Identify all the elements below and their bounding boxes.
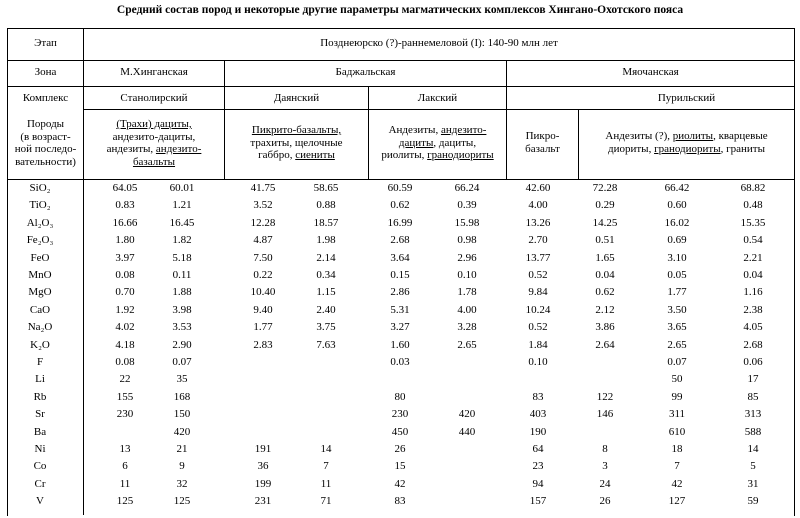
table-cell: 3.28 <box>457 321 477 334</box>
table-cell: 2.86 <box>390 286 410 299</box>
complex-puril: Пурильский <box>657 92 716 104</box>
table-cell: 7 <box>323 460 329 473</box>
kompleks-label: Комплекс <box>22 92 69 104</box>
table-cell: 420 <box>173 425 191 438</box>
table-cell: 1.80 <box>115 234 135 247</box>
table-cell: 2.38 <box>743 303 763 316</box>
table-cell: 36 <box>257 460 269 473</box>
table-cell: 0.22 <box>253 269 273 281</box>
row-label: Co <box>33 460 47 473</box>
rock-text: риолиты, <box>381 149 428 161</box>
table-cell: 13 <box>119 443 131 455</box>
table-cell: 4.00 <box>528 199 548 212</box>
table-cell: 2.40 <box>316 303 336 316</box>
rock-name-underlined: базальты <box>132 155 176 168</box>
table-cell: 150 <box>173 408 191 421</box>
table-cell: 11 <box>119 477 131 490</box>
table-cell: 610 <box>668 425 686 438</box>
table-cell: 4.05 <box>743 321 763 334</box>
rule-header-bottom <box>7 179 794 180</box>
table-cell: 0.04 <box>743 269 763 281</box>
table-cell: 60.01 <box>169 182 195 194</box>
table-cell: 13.26 <box>525 216 551 229</box>
rock-text: , дациты, <box>433 136 477 149</box>
table-cell: 420 <box>458 408 476 421</box>
table-cell: 0.08 <box>115 269 135 281</box>
table-cell: 199 <box>254 477 272 490</box>
rock-text: андезиты, <box>106 143 156 155</box>
table-cell: 3.53 <box>172 321 192 334</box>
table-cell: 66.42 <box>664 182 690 194</box>
table-cell: 64.05 <box>112 182 138 194</box>
row-label: Al₂O₃ <box>26 216 54 229</box>
table-cell: 0.07 <box>172 356 192 368</box>
table-cell: 2.68 <box>390 234 410 247</box>
rocks-pikro <box>507 130 578 155</box>
row-label: SiO₂ <box>29 182 51 194</box>
table-cell: 2.65 <box>667 338 687 351</box>
table-cell: 99 <box>671 390 683 403</box>
table-cell: 0.10 <box>457 269 477 281</box>
table-cell: 3.86 <box>595 321 615 334</box>
table-cell: 50 <box>671 373 683 386</box>
rock-line <box>369 137 506 150</box>
table-cell: 450 <box>391 425 409 438</box>
table-cell: 157 <box>529 495 547 508</box>
table-cell: 14 <box>747 443 759 455</box>
table-cell: 0.83 <box>115 199 135 212</box>
zone-myaochan: Мяочанская <box>622 66 679 78</box>
table-cell: 15.35 <box>740 216 766 229</box>
table-cell: 2.65 <box>457 338 477 351</box>
rock-line <box>507 143 578 156</box>
table-cell: 26 <box>599 495 611 508</box>
complex-dayan: Даянский <box>273 92 320 104</box>
row-label: Ni <box>34 443 46 455</box>
table-cell: 4.02 <box>115 321 135 334</box>
table-cell: 0.39 <box>457 199 477 212</box>
table-cell: 191 <box>254 443 272 455</box>
row-label: Ba <box>33 425 47 438</box>
rock-text: андезито-дациты, <box>112 130 196 143</box>
table-cell: 1.88 <box>172 286 192 299</box>
rule-kompleks-zone1 <box>83 109 224 110</box>
rock-line <box>225 124 368 137</box>
table-cell: 2.96 <box>457 251 477 264</box>
table-cell: 0.54 <box>743 234 763 247</box>
table-cell: 18.57 <box>313 216 339 229</box>
rocks-puril <box>579 130 794 155</box>
porody-line: Породы <box>26 118 65 130</box>
row-label: Cr <box>34 477 46 490</box>
table-cell: 12.28 <box>250 216 276 229</box>
table-cell: 1.78 <box>457 286 477 299</box>
table-cell: 16.66 <box>112 216 138 229</box>
table-cell: 230 <box>391 408 409 421</box>
table-cell: 16.02 <box>664 216 690 229</box>
table-cell: 0.69 <box>667 234 687 247</box>
table-cell: 127 <box>668 495 686 508</box>
table-cell: 24 <box>599 477 611 490</box>
row-label: Fe₂O₃ <box>26 234 54 247</box>
rock-name-underlined: Пикрито-базальты, <box>251 124 342 136</box>
row-label: K₂O <box>30 338 50 351</box>
rock-text: Пикро- <box>525 130 560 142</box>
table-cell: 17 <box>747 373 759 386</box>
table-cell: 0.62 <box>390 199 410 212</box>
table-cell: 15.98 <box>454 216 480 229</box>
table-cell: 1.82 <box>172 234 192 247</box>
table-cell: 1.21 <box>172 199 192 212</box>
table-cell: 85 <box>747 390 759 403</box>
table-cell: 146 <box>596 408 614 421</box>
table-cell: 35 <box>176 373 188 386</box>
table-cell: 1.65 <box>595 251 615 264</box>
rock-name-underlined: андезито- <box>155 143 202 155</box>
table-cell: 8 <box>602 443 608 455</box>
row-label: MgO <box>28 286 52 299</box>
table-cell: 2.64 <box>595 338 615 351</box>
table-cell: 403 <box>529 408 547 421</box>
table-cell: 2.68 <box>743 338 763 351</box>
rock-text: Андезиты, <box>388 124 441 136</box>
table-cell: 0.06 <box>743 356 763 368</box>
porody-line: вательности) <box>15 155 76 168</box>
table-cell: 9.84 <box>528 286 548 299</box>
table-cell: 311 <box>668 408 686 421</box>
row-label: FeO <box>30 251 50 264</box>
rock-text: Андезиты (?), <box>605 130 673 142</box>
rock-name-underlined: сиениты <box>295 149 335 161</box>
rule-etap <box>7 60 794 61</box>
table-cell: 9.40 <box>253 303 273 316</box>
table-cell: 18 <box>671 443 683 455</box>
table-cell: 16.99 <box>387 216 413 229</box>
table-cell: 313 <box>744 408 762 421</box>
table-cell: 2.83 <box>253 338 273 351</box>
table-cell: 7 <box>674 460 680 473</box>
table-cell: 122 <box>596 390 614 403</box>
table-cell: 3.50 <box>667 303 687 316</box>
rocks-dayan <box>225 124 368 162</box>
table-cell: 4.87 <box>253 234 273 247</box>
table-cell: 3.75 <box>316 321 336 334</box>
row-label: MnO <box>28 269 52 281</box>
rock-name-underlined: гранодиориты <box>427 149 494 161</box>
table-cell: 0.62 <box>595 286 615 299</box>
table-cell: 1.98 <box>316 234 336 247</box>
table-cell: 0.52 <box>528 269 548 281</box>
table-cell: 0.70 <box>115 286 135 299</box>
rocks-lak <box>369 124 506 162</box>
rock-line <box>579 143 794 156</box>
table-cell: 155 <box>116 390 134 403</box>
table-cell: 0.29 <box>595 199 615 212</box>
rock-name-underlined: риолиты <box>672 130 714 142</box>
rock-name-underlined: гранодиориты <box>654 142 721 155</box>
table-cell: 83 <box>532 390 544 403</box>
table-cell: 1.77 <box>253 321 273 334</box>
table-cell: 7.63 <box>316 338 336 351</box>
table-cell: 42 <box>394 477 406 490</box>
table-cell: 0.04 <box>595 269 615 281</box>
table-cell: 10.24 <box>525 303 551 316</box>
porody-label <box>8 118 83 168</box>
rock-line <box>507 130 578 143</box>
table-cell: 0.03 <box>390 356 410 368</box>
table-cell: 4.18 <box>115 338 135 351</box>
table-cell: 68.82 <box>740 182 766 194</box>
table-cell: 64 <box>532 443 544 455</box>
table-cell: 80 <box>394 390 406 403</box>
table-cell: 22 <box>119 373 131 386</box>
table-cell: 3.98 <box>172 303 192 316</box>
table-cell: 41.75 <box>250 182 276 194</box>
table-cell: 26 <box>394 443 406 455</box>
table-cell: 14.25 <box>592 216 618 229</box>
row-label: Na₂O <box>27 321 53 334</box>
table-cell: 10.40 <box>250 286 276 299</box>
table-cell: 83 <box>394 495 406 508</box>
table-cell: 2.90 <box>172 338 192 351</box>
table-cell: 0.10 <box>528 356 548 368</box>
table-cell: 15 <box>394 460 406 473</box>
table-cell: 3.97 <box>115 251 135 264</box>
table-cell: 3.52 <box>253 199 273 212</box>
rock-text: габбро, <box>258 149 296 161</box>
table-cell: 0.08 <box>115 356 135 368</box>
etap-value: Позднеюрско (?)-раннемеловой (I): 140-90 млн лет <box>320 37 558 49</box>
table-cell: 230 <box>116 408 134 421</box>
table-cell: 2.21 <box>743 251 763 264</box>
table-cell: 0.48 <box>743 199 763 212</box>
row-label: Rb <box>33 390 47 403</box>
rock-text: трахиты, щелочные <box>250 136 343 149</box>
table-cell: 0.15 <box>390 269 410 281</box>
table-cell: 1.77 <box>667 286 687 299</box>
rock-line <box>84 118 224 131</box>
row-label: CaO <box>29 303 51 316</box>
rule-kompleks-zone2 <box>224 109 506 110</box>
table-cell: 0.34 <box>316 269 336 281</box>
table-cell: 3.10 <box>667 251 687 264</box>
table-title: Средний состав пород и некоторые другие параметры магматических комплексов Хингано-Охотского пояса <box>116 4 684 16</box>
table-cell: 94 <box>532 477 544 490</box>
table-cell: 71 <box>320 495 332 508</box>
table-cell: 16.45 <box>169 216 195 229</box>
zone-badzhal: Баджальская <box>335 66 396 78</box>
table-cell: 66.24 <box>454 182 480 194</box>
table-cell: 72.28 <box>592 182 618 194</box>
rock-line <box>579 130 794 143</box>
table-cell: 23 <box>532 460 544 473</box>
table-cell: 2.14 <box>316 251 336 264</box>
table-cell: 3 <box>602 460 608 473</box>
table-cell: 168 <box>173 390 191 403</box>
row-label: TiO₂ <box>29 199 51 212</box>
porody-line: ной последо- <box>14 143 77 155</box>
rock-line <box>84 156 224 169</box>
table-cell: 42 <box>671 477 683 490</box>
table-cell: 0.98 <box>457 234 477 247</box>
table-cell: 0.11 <box>172 269 192 281</box>
table-cell: 0.07 <box>667 356 687 368</box>
rock-text: базальт <box>525 142 560 155</box>
table-cell: 2.12 <box>595 303 615 316</box>
row-label: V <box>36 495 44 508</box>
table-cell: 5.31 <box>390 303 410 316</box>
table-cell: 0.51 <box>595 234 615 247</box>
table-cell: 14 <box>320 443 332 455</box>
rock-text: , кварцевые <box>713 130 768 142</box>
table-cell: 32 <box>176 477 188 490</box>
rock-name-underlined: андезито- <box>440 124 487 136</box>
complex-stanolir: Станолирский <box>120 92 188 104</box>
table-cell: 3.65 <box>667 321 687 334</box>
table-cell: 231 <box>254 495 272 508</box>
table-cell: 125 <box>173 495 191 508</box>
table-cell: 7.50 <box>253 251 273 264</box>
table-cell: 1.15 <box>316 286 336 299</box>
table-cell: 6 <box>122 460 128 473</box>
rock-line <box>225 137 368 150</box>
table-cell: 1.60 <box>390 338 410 351</box>
row-label: Sr <box>35 408 45 421</box>
table-cell: 2.70 <box>528 234 548 247</box>
table-cell: 1.84 <box>528 338 548 351</box>
table-cell: 21 <box>176 443 188 455</box>
table-cell: 59 <box>747 495 759 508</box>
table-cell: 13.77 <box>525 251 551 264</box>
rock-line <box>369 149 506 162</box>
porody-line: (в возраст- <box>20 130 71 143</box>
rock-text: , граниты <box>720 142 765 155</box>
table-cell: 125 <box>116 495 134 508</box>
rocks-stanolir <box>84 118 224 168</box>
rule-zona <box>7 86 794 87</box>
table-cell: 3.64 <box>390 251 410 264</box>
complex-lak: Лакский <box>417 92 458 104</box>
table-cell: 0.88 <box>316 199 336 212</box>
table-cell: 5.18 <box>172 251 192 264</box>
table-cell: 5 <box>750 460 756 473</box>
row-label: Li <box>35 373 45 386</box>
table-cell: 42.60 <box>525 182 551 194</box>
table-cell: 9 <box>179 460 185 473</box>
table-cell: 0.60 <box>667 199 687 212</box>
rock-text: диориты, <box>608 142 655 155</box>
table-cell: 60.59 <box>387 182 413 194</box>
table-cell: 58.65 <box>313 182 339 194</box>
zona-label: Зона <box>34 66 57 78</box>
zone-m-khingan: М.Хинганская <box>120 66 188 78</box>
etap-label: Этап <box>34 37 57 49</box>
rock-line <box>225 149 368 162</box>
rock-name-underlined: дациты <box>398 136 434 149</box>
table-cell: 31 <box>747 477 759 490</box>
rock-line <box>84 131 224 144</box>
table-cell: 4.00 <box>457 303 477 316</box>
table-cell: 0.05 <box>667 269 687 281</box>
table-cell: 190 <box>529 425 547 438</box>
table-cell: 11 <box>320 477 332 490</box>
rock-line <box>369 124 506 137</box>
table-cell: 1.16 <box>743 286 763 299</box>
table-cell: 440 <box>458 425 476 438</box>
rule-kompleks-zone3 <box>506 109 794 110</box>
rock-name-underlined: (Трахи) дациты, <box>116 118 192 130</box>
table-cell: 0.52 <box>528 321 548 334</box>
row-label: F <box>36 356 44 368</box>
rock-line <box>84 143 224 156</box>
table-cell: 588 <box>744 425 762 438</box>
table-cell: 1.92 <box>115 303 135 316</box>
table-cell: 3.27 <box>390 321 410 334</box>
